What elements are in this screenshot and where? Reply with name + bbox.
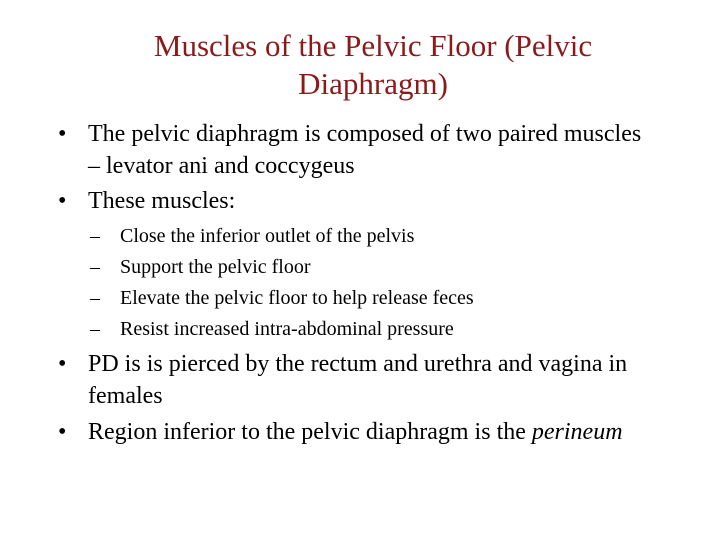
bullet-text: These muscles: xyxy=(88,188,236,214)
bullet-text: PD is is pierced by the rectum and urethra and vagina in females xyxy=(88,351,628,409)
sub-bullet-item xyxy=(90,317,650,341)
perineum-term: perineum xyxy=(531,419,623,445)
bullet-mark: • xyxy=(58,188,67,214)
sub-bullet-text: Resist increased intra-abdominal pressure xyxy=(120,318,454,340)
bullet-mark: • xyxy=(58,121,67,147)
dash-mark: – xyxy=(90,256,100,278)
slide-title: Muscles of the Pelvic Floor (Pelvic Diaphragm) xyxy=(153,28,593,101)
sub-bullet-text: Elevate the pelvic floor to help release feces xyxy=(120,287,474,309)
bullet-text xyxy=(88,416,658,448)
dash-mark: – xyxy=(90,225,100,247)
bullet-mark: • xyxy=(58,419,67,445)
bullet-item xyxy=(58,118,658,182)
bullet-text-prefix: Region inferior to the pelvic diaphragm is the xyxy=(88,419,526,445)
bullet-item xyxy=(58,185,658,217)
sub-bullet-item xyxy=(90,255,650,279)
sub-bullet-text: Close the inferior outlet of the pelvis xyxy=(120,225,415,247)
dash-mark: – xyxy=(90,287,100,309)
sub-bullet-item xyxy=(90,286,650,310)
sub-bullet-text: Support the pelvic floor xyxy=(120,256,311,278)
bullet-item xyxy=(58,416,658,448)
bullet-item xyxy=(58,348,658,412)
bullet-text: The pelvic diaphragm is composed of two paired muscles – levator ani and coccygeus xyxy=(88,121,642,179)
bullet-mark: • xyxy=(58,351,67,377)
dash-mark: – xyxy=(90,318,100,340)
sub-bullet-item xyxy=(90,224,650,248)
